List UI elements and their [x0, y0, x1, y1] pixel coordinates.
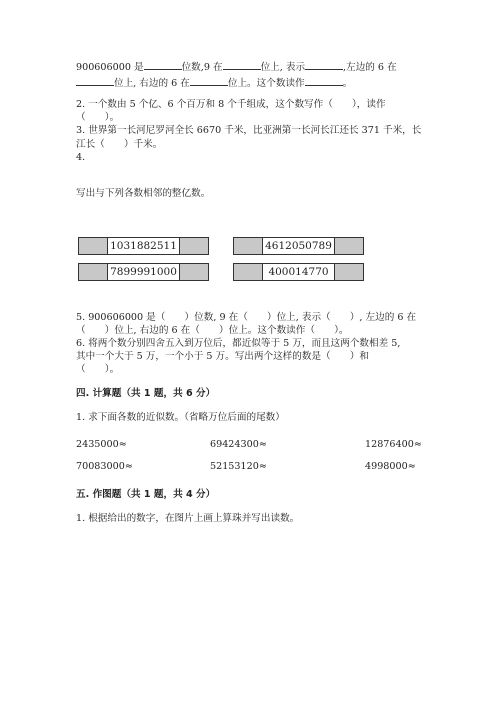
q4-text-2b: 位上, 右边的 6 在 [114, 78, 190, 89]
number-box-2 [233, 237, 364, 255]
blank[interactable] [223, 60, 261, 70]
q2-line-1: 2. 一个数由 5 个亿、6 个百万和 8 个千组成，这个数写作（ ），读作 [76, 99, 386, 110]
blank[interactable] [76, 76, 114, 86]
box-cap-right[interactable] [179, 238, 208, 254]
section-4-title: 四. 计算题（共 1 题，共 6 分） [76, 388, 216, 399]
box-number: 400014770 [268, 266, 329, 278]
section-5-title: 五. 作图题（共 1 题，共 4 分） [76, 489, 216, 500]
blank[interactable] [305, 76, 343, 86]
q6-line-3: （ ）。 [76, 364, 120, 375]
box-cap-left[interactable] [234, 238, 263, 254]
q4-fill-line-2 [76, 76, 352, 90]
sec4-q1-text: 1. 求下面各数的近似数。（省略万位后面的尾数） [76, 412, 285, 423]
calc-item: 4998000≈ [365, 461, 416, 472]
box-cap-left[interactable] [234, 264, 263, 280]
box-cap-right[interactable] [334, 238, 363, 254]
calc-item: 12876400≈ [365, 439, 422, 450]
blank[interactable] [190, 76, 228, 86]
number-box-3 [78, 263, 209, 281]
q3-line-2: 江长（ ）千米。 [76, 139, 163, 150]
q4-text-1d: ,左边的 6 在 [343, 62, 397, 73]
blank[interactable] [305, 60, 343, 70]
q2-line-2: （ ）。 [76, 112, 120, 123]
box-cap-right[interactable] [334, 264, 363, 280]
q4-text-1c: 位上, 表示 [260, 62, 306, 73]
q4-text-2c: 位上。这个数读作 [227, 78, 305, 89]
calc-item: 52153120≈ [210, 461, 267, 472]
calc-item: 69424300≈ [210, 439, 267, 450]
q4-text-1a: 900606000 是 [76, 62, 144, 73]
box-number: 1031882511 [110, 240, 177, 252]
box-cap-left[interactable] [79, 264, 108, 280]
q4-text-1b: 位数,9 在 [181, 62, 223, 73]
q6-line-1: 6. 将两个数分别四舍五入到万位后，都近似等于 5 万，而且这两个数相差 5, [76, 338, 401, 349]
box-cap-left[interactable] [79, 238, 108, 254]
blank[interactable] [144, 60, 182, 70]
box-cap-right[interactable] [179, 264, 208, 280]
calc-item: 2435000≈ [76, 439, 127, 450]
calc-item: 70083000≈ [76, 461, 133, 472]
q6-line-2: 其中一个大于 5 万，一个小于 5 万。写出两个这样的数是（ ）和 [76, 351, 370, 362]
q3-line-1: 3. 世界第一长河尼罗河全长 6670 千米，比亚洲第一长河长江还长 371 千米，长 [76, 125, 422, 136]
q5-line-1: 5. 900606000 是（ ）位数, 9 在（ ）位上, 表示（ ）, 左边的 6 在 [76, 312, 417, 323]
q4-prompt: 写出与下列各数相邻的整亿数。 [76, 188, 211, 199]
q4-number: 4. [76, 152, 86, 163]
q5-line-2: （ ）位上, 右边的 6 在（ ）位上。这个数读作（ ）。 [76, 325, 349, 336]
box-number: 7899991000 [110, 266, 177, 278]
box-number: 4612050789 [265, 240, 332, 252]
sec5-q1-text: 1. 根据给出的数字，在图片上画上算珠并写出读数。 [76, 513, 300, 524]
q4-fill-line-1 [76, 60, 397, 74]
number-box-1 [78, 237, 209, 255]
number-box-4 [233, 263, 364, 281]
q4-text-2d: 。 [342, 78, 353, 89]
